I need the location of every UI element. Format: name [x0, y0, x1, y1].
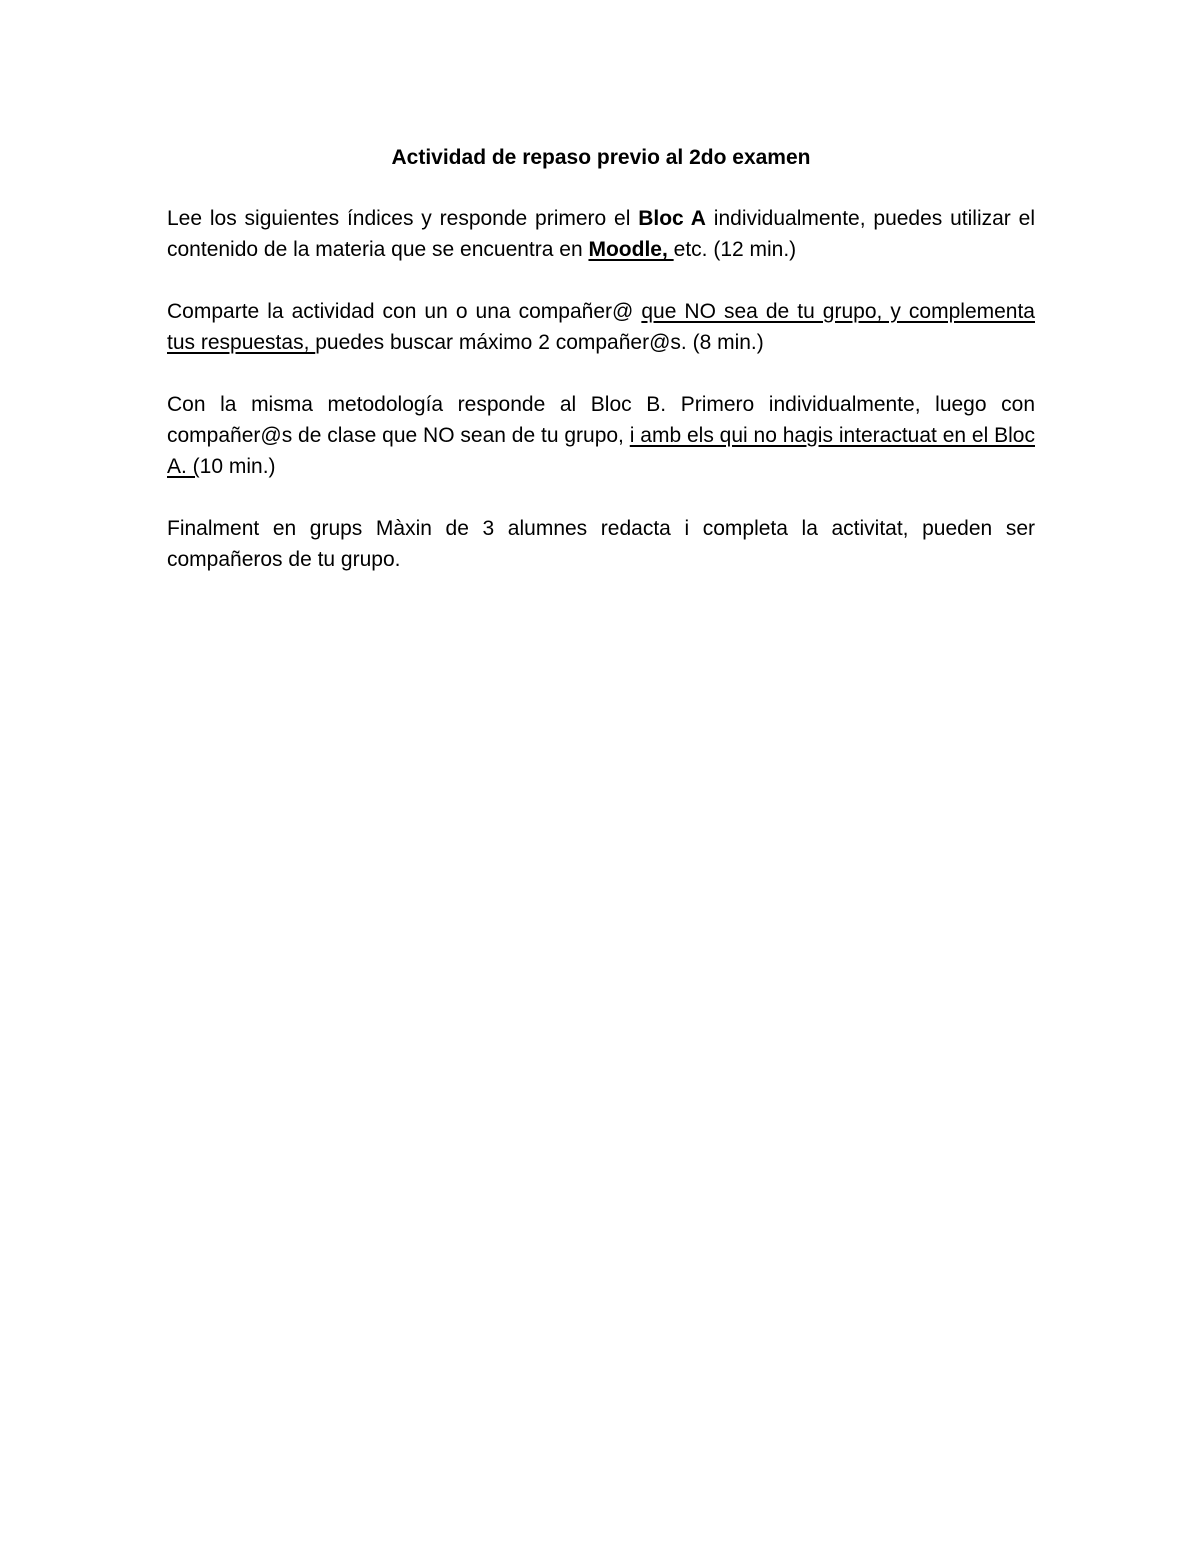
not-your-group-underline: que NO sea de tu grupo, y complementa tus respuestas,	[167, 300, 1035, 354]
moodle-emphasis: Moodle,	[588, 238, 674, 261]
text-run: etc. (12 min.)	[673, 238, 797, 261]
document-title: Actividad de repaso previo al 2do examen	[391, 146, 811, 169]
bloc-a-emphasis: Bloc A	[638, 207, 706, 230]
text-run: Comparte la actividad con un o una compañer@	[167, 300, 642, 323]
paragraph-bloc-b	[167, 389, 1035, 482]
paragraph-share-activity	[167, 296, 1035, 358]
bloc-a-interaction-underline: i amb els qui no hagis interactuat en el Bloc A. (	[167, 424, 1035, 478]
text-run: Finalment en grups Màxin de 3 alumnes redacta i completa la activitat, pueden ser compañeros de tu grupo.	[167, 517, 1035, 571]
text-run: Con la misma metodología responde al Bloc B. Primero individualmente, luego con compañer@s de clase que NO sean de tu grupo,	[167, 393, 1035, 447]
text-run: individualmente, puedes utilizar el contenido de la materia que se encuentra en	[167, 207, 1035, 261]
text-run: 10 min.)	[199, 455, 276, 478]
text-run: puedes buscar máximo 2 compañer@s. (8 min.)	[315, 331, 764, 354]
paragraph-instructions-bloc-a	[167, 203, 1035, 265]
document-body	[167, 142, 1035, 606]
paragraph-final-groups	[167, 513, 1035, 575]
text-run: Lee los siguientes índices y responde primero el	[167, 207, 639, 230]
